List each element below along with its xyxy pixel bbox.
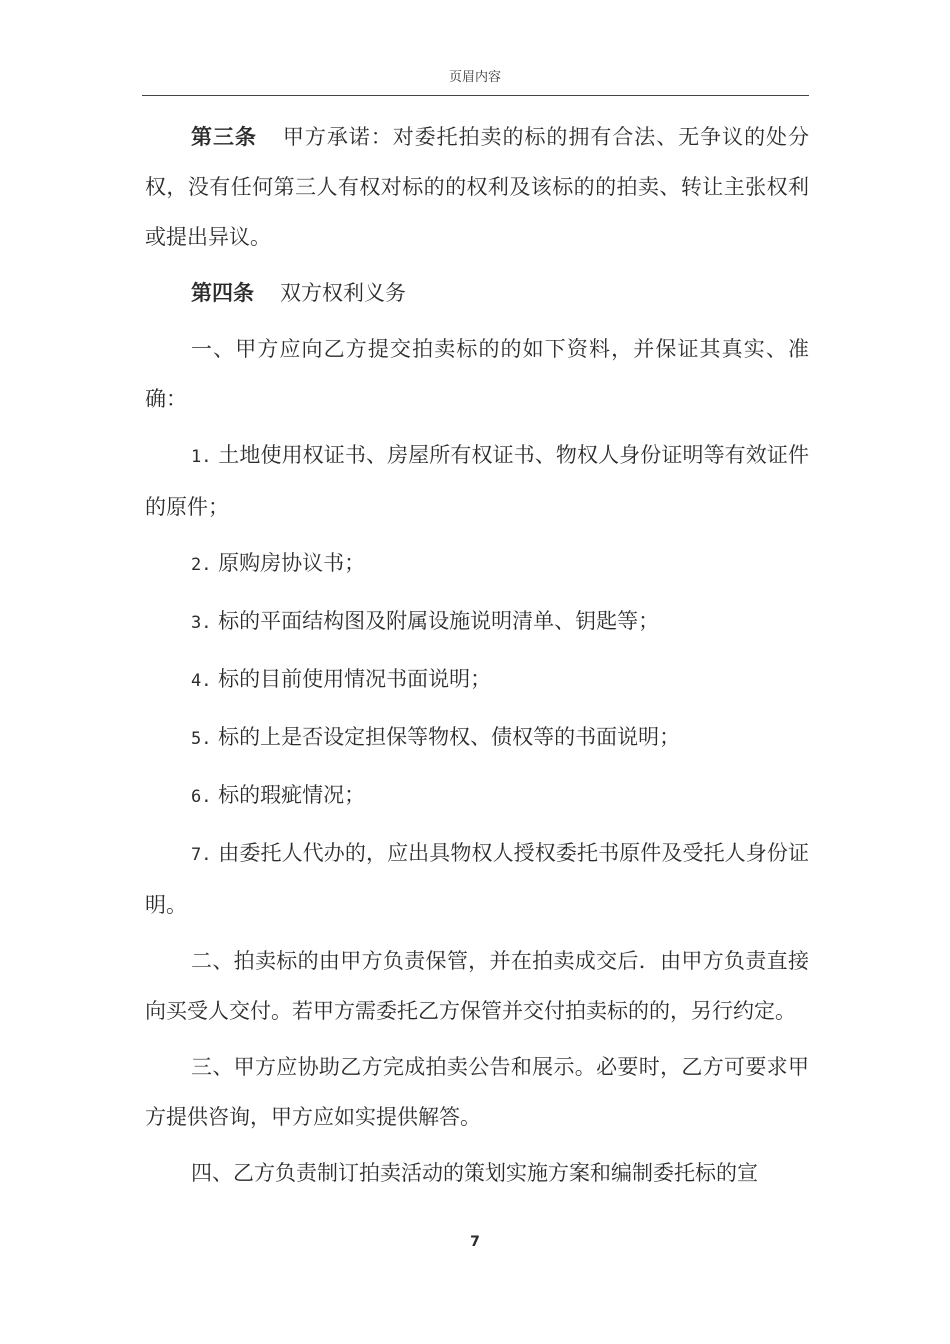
header-divider (142, 95, 809, 96)
article-4 (145, 268, 809, 318)
list-item-number: 6. (191, 787, 212, 807)
clause-three: 三、甲方应协助乙方完成拍卖公告和展示。必要时，乙方可要求甲方提供咨询，甲方应如实提供解答。 (145, 1055, 809, 1129)
list-item-number: 5. (191, 729, 212, 749)
clause-four: 四、乙方负责制订拍卖活动的策划实施方案和编制委托标的宣 (191, 1161, 758, 1185)
list-item (145, 770, 809, 822)
list-item (145, 712, 809, 764)
list-item-text: 土地使用权证书、房屋所有权证书、物权人身份证明等有效证件的原件； (145, 443, 809, 519)
article-3-label: 第三条 (191, 124, 257, 149)
list-item (145, 828, 809, 930)
list-item-text: 标的瑕疵情况； (218, 783, 366, 807)
list-item-text: 原购房协议书； (218, 551, 366, 575)
page-number: 7 (470, 1234, 480, 1250)
page-header: 页眉内容 (448, 70, 501, 85)
list-item-text: 标的上是否设定担保等物权、债权等的书面说明； (218, 725, 681, 749)
list-item-text: 标的目前使用情况书面说明； (218, 667, 492, 691)
list-item-number: 4. (191, 671, 212, 691)
list-item-number: 7. (191, 845, 212, 865)
list-item-text: 由委托人代办的，应出具物权人授权委托书原件及受托人身份证明。 (145, 841, 809, 917)
list-item (145, 538, 809, 590)
article-3 (145, 112, 809, 262)
document-body (145, 112, 809, 1204)
list-item-number: 2. (191, 555, 212, 575)
clause-two: 二、拍卖标的由甲方负责保管，并在拍卖成交后．由甲方负责直接向买受人交付。若甲方需委托乙方保管并交付拍卖标的的，另行约定。 (145, 949, 809, 1023)
list-item (145, 596, 809, 648)
list-item (145, 430, 809, 532)
list-item-number: 3. (191, 613, 212, 633)
list-item-text: 标的平面结构图及附属设施说明清单、钥匙等； (218, 609, 660, 633)
list-item (145, 654, 809, 706)
list-item-number: 1. (191, 447, 212, 467)
article-4-label: 第四条 (191, 280, 254, 305)
article-4-text: 双方权利义务 (280, 281, 406, 305)
clause-one: 一、甲方应向乙方提交拍卖标的的如下资料，并保证其真实、准确： (145, 337, 809, 411)
article-3-text: 甲方承诺：对委托拍卖的标的拥有合法、无争议的处分权，没有任何第三人有权对标的的权利及该标的的拍卖、转让主张权利或提出异议。 (145, 125, 810, 249)
